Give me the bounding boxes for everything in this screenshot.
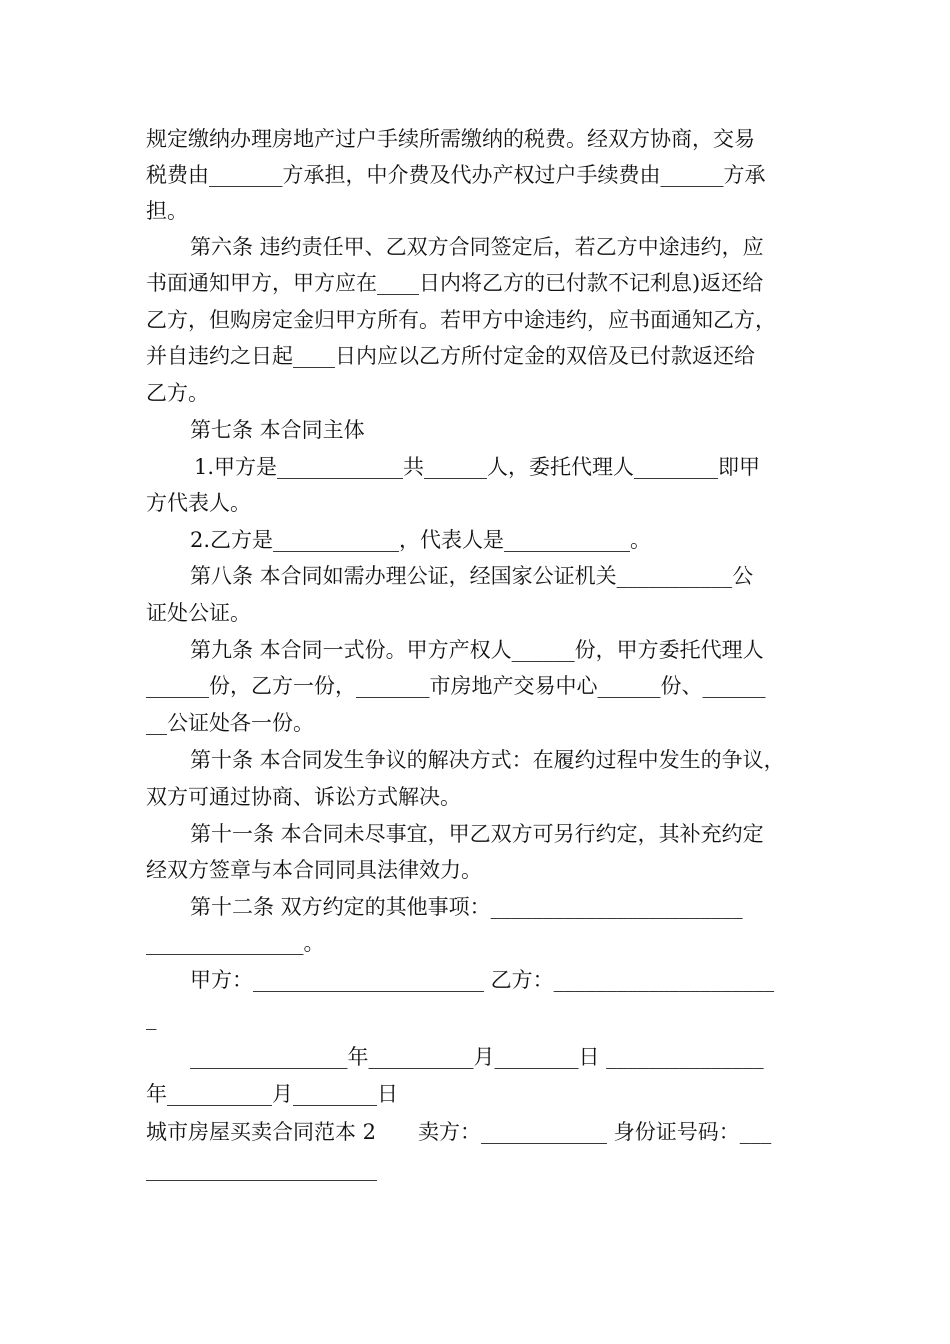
- article-11-line: 第十一条 本合同未尽事宜，甲乙双方可另行约定，其补充约定: [190, 822, 764, 846]
- paragraph-line: ______份，乙方一份，_______市房地产交易中心______份、______: [146, 674, 766, 698]
- article-8-line: 第八条 本合同如需办理公证，经国家公证机关___________公: [190, 564, 754, 588]
- date-line-continued: 年__________月________日: [146, 1082, 398, 1106]
- paragraph-line: 方代表人。: [146, 491, 251, 515]
- clause-7-2-line: 2.乙方是____________，代表人是____________。: [190, 528, 652, 552]
- article-10-line: 第十条 本合同发生争议的解决方式：在履约过程中发生的争议，: [190, 748, 785, 772]
- paragraph-line: 乙方。: [146, 381, 209, 405]
- date-line: _______________年__________月________日 _______________: [190, 1045, 764, 1069]
- paragraph-line: 担。: [146, 199, 188, 223]
- clause-7-1-line: 1.甲方是____________共______人，委托代理人________即甲: [194, 455, 761, 479]
- article-12-line: 第十二条 双方约定的其他事项：________________________: [190, 895, 743, 919]
- paragraph-line: 书面通知甲方，甲方应在____日内将乙方的已付款不记利息)返还给: [146, 271, 764, 295]
- paragraph-line: 并自违约之日起____日内应以乙方所付定金的双倍及已付款返还给: [146, 344, 755, 368]
- article-9-line: 第九条 本合同一式份。甲方产权人______份，甲方委托代理人: [190, 638, 764, 662]
- paragraph-line: 税费由_______方承担，中介费及代办产权过户手续费由______方承: [146, 163, 766, 187]
- paragraph-line: 乙方，但购房定金归甲方所有。若甲方中途违约，应书面通知乙方，: [146, 308, 776, 332]
- article-6-line: 第六条 违约责任甲、乙双方合同签定后，若乙方中途违约，应: [190, 235, 764, 259]
- paragraph-line: _______________。: [146, 931, 325, 955]
- paragraph-line: 经双方签章与本合同同具法律效力。: [146, 858, 482, 882]
- paragraph-line: 证处公证。: [146, 601, 251, 625]
- id-number-blank-line: ______________________: [146, 1157, 377, 1181]
- article-7-heading: 第七条 本合同主体: [190, 418, 365, 442]
- signature-line-continued: _: [146, 1006, 157, 1030]
- paragraph-line: __公证处各一份。: [146, 711, 314, 735]
- paragraph-line: 规定缴纳办理房地产过户手续所需缴纳的税费。经双方协商，交易: [146, 127, 755, 151]
- paragraph-line: 双方可通过协商、诉讼方式解决。: [146, 785, 461, 809]
- contract-title-line: 城市房屋买卖合同范本 2 卖方：____________ 身份证号码：___: [146, 1120, 772, 1144]
- signature-line: 甲方：______________________ 乙方：_____________________: [190, 968, 775, 992]
